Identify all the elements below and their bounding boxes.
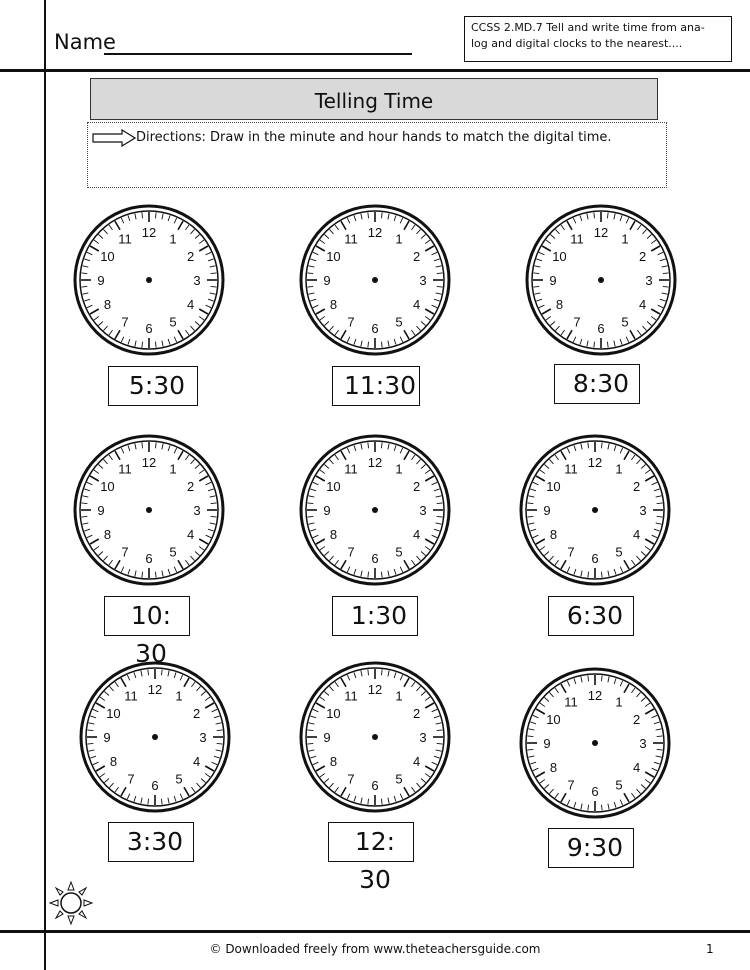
minute-tick	[588, 442, 589, 448]
clock-face[interactable]	[298, 433, 452, 587]
clock-face[interactable]	[298, 660, 452, 814]
clock-numeral: 5	[615, 544, 623, 560]
clock-numeral: 8	[329, 754, 338, 769]
minute-tick	[657, 503, 663, 504]
minute-tick	[307, 273, 313, 274]
clock-numeral: 4	[186, 297, 195, 312]
clock-numeral: 1	[621, 231, 629, 247]
clock-numeral: 9	[549, 273, 557, 288]
clock-face[interactable]	[72, 203, 226, 357]
minute-tick	[588, 805, 589, 811]
clock-numeral: 7	[121, 314, 129, 330]
standard-line-1: CCSS 2.MD.7 Tell and write time from ana-	[471, 21, 705, 34]
minute-tick	[601, 442, 602, 448]
clock-numeral: 8	[103, 527, 112, 542]
clock-numeral: 12	[367, 225, 383, 240]
clock-numeral: 7	[121, 544, 129, 560]
minute-tick	[607, 342, 608, 348]
minute-tick	[657, 516, 663, 517]
clock-numeral: 2	[632, 479, 641, 494]
clock-numeral: 10	[100, 479, 115, 494]
minute-tick	[307, 503, 313, 504]
clock-numeral: 11	[344, 231, 358, 247]
digital-time-box: 10: 30	[104, 596, 190, 636]
clock-numeral: 9	[323, 273, 331, 288]
minute-tick	[148, 799, 149, 805]
clock-numeral: 3	[199, 730, 207, 745]
digital-time-box: 12: 30	[328, 822, 414, 862]
clock-numeral: 1	[395, 688, 403, 704]
minute-tick	[381, 342, 382, 348]
digital-time-box: 1:30	[332, 596, 418, 636]
clock-numeral: 2	[412, 249, 421, 264]
center-dot	[598, 277, 604, 283]
clock-face[interactable]	[518, 666, 672, 820]
minute-tick	[594, 342, 595, 348]
clock-numeral: 12	[141, 455, 157, 470]
name-label: Name	[54, 30, 116, 54]
minute-tick	[155, 442, 156, 448]
clock-numeral: 1	[615, 461, 623, 477]
minute-tick	[217, 730, 223, 731]
clock-numeral: 10	[326, 479, 341, 494]
clock-numeral: 7	[567, 544, 575, 560]
clock-numeral: 1	[395, 231, 403, 247]
clock-numeral: 8	[109, 754, 118, 769]
clock-numeral: 2	[186, 479, 195, 494]
minute-tick	[437, 286, 443, 287]
clock-face[interactable]	[78, 660, 232, 814]
clock-numeral: 4	[638, 297, 647, 312]
clock-numeral: 11	[570, 231, 584, 247]
clock-numeral: 6	[151, 778, 159, 793]
arrow-icon	[92, 129, 136, 147]
clock-numeral: 2	[186, 249, 195, 264]
clock-numeral: 3	[193, 273, 201, 288]
clock-numeral: 11	[564, 694, 578, 710]
minute-tick	[437, 503, 443, 504]
clock-numeral: 7	[347, 544, 355, 560]
clock-numeral: 2	[412, 706, 421, 721]
minute-tick	[381, 669, 382, 675]
minute-tick	[657, 749, 663, 750]
minute-tick	[307, 730, 313, 731]
minute-tick	[368, 572, 369, 578]
minute-tick	[381, 572, 382, 578]
standard-box	[464, 16, 732, 62]
clock-numeral: 12	[367, 455, 383, 470]
minute-tick	[211, 516, 217, 517]
minute-tick	[601, 675, 602, 681]
minute-tick	[533, 273, 539, 274]
clock-numeral: 2	[192, 706, 201, 721]
minute-tick	[211, 503, 217, 504]
minute-tick	[527, 516, 533, 517]
clock-numeral: 11	[564, 461, 578, 477]
center-dot	[592, 740, 598, 746]
minute-tick	[161, 799, 162, 805]
page-number: 1	[706, 942, 714, 956]
clock-face[interactable]	[524, 203, 678, 357]
clock-numeral: 6	[591, 784, 599, 799]
clock-numeral: 3	[193, 503, 201, 518]
minute-tick	[81, 286, 87, 287]
clock-numeral: 8	[103, 297, 112, 312]
clock-numeral: 10	[100, 249, 115, 264]
clock-numeral: 3	[639, 503, 647, 518]
center-dot	[152, 734, 158, 740]
clock-numeral: 5	[395, 544, 403, 560]
clock-numeral: 11	[124, 688, 138, 704]
clock-numeral: 4	[412, 527, 421, 542]
clock-face[interactable]	[518, 433, 672, 587]
minute-tick	[663, 286, 669, 287]
minute-tick	[527, 736, 533, 737]
clock-numeral: 1	[395, 461, 403, 477]
minute-tick	[368, 212, 369, 218]
clock-numeral: 2	[632, 712, 641, 727]
clock-numeral: 12	[587, 688, 603, 703]
clock-numeral: 11	[344, 688, 358, 704]
minute-tick	[533, 286, 539, 287]
clock-numeral: 8	[329, 297, 338, 312]
clock-numeral: 3	[639, 736, 647, 751]
clock-numeral: 8	[549, 760, 558, 775]
clock-numeral: 6	[371, 321, 379, 336]
clock-numeral: 8	[329, 527, 338, 542]
clock-numeral: 9	[543, 503, 551, 518]
center-dot	[146, 507, 152, 513]
clock-numeral: 1	[615, 694, 623, 710]
center-dot	[372, 277, 378, 283]
clock-numeral: 6	[371, 551, 379, 566]
clock-numeral: 4	[186, 527, 195, 542]
clock-numeral: 4	[412, 297, 421, 312]
minute-tick	[211, 273, 217, 274]
minute-tick	[307, 286, 313, 287]
clock-numeral: 6	[597, 321, 605, 336]
clock-numeral: 11	[344, 461, 358, 477]
minute-tick	[527, 749, 533, 750]
minute-tick	[368, 799, 369, 805]
digital-time-box: 11:30	[332, 366, 420, 406]
digital-time-box: 8:30	[554, 364, 640, 404]
clock-numeral: 1	[169, 461, 177, 477]
clock-numeral: 1	[175, 688, 183, 704]
clock-numeral: 2	[412, 479, 421, 494]
minute-tick	[81, 273, 87, 274]
clock-numeral: 4	[632, 760, 641, 775]
minute-tick	[368, 669, 369, 675]
clock-numeral: 3	[645, 273, 653, 288]
minute-tick	[81, 503, 87, 504]
minute-tick	[155, 572, 156, 578]
minute-tick	[211, 286, 217, 287]
clock-numeral: 4	[412, 754, 421, 769]
minute-tick	[155, 212, 156, 218]
clock-numeral: 5	[621, 314, 629, 330]
margin-line	[44, 0, 46, 970]
clock-numeral: 12	[593, 225, 609, 240]
directions-box	[87, 122, 667, 188]
minute-tick	[601, 805, 602, 811]
sun-icon	[48, 880, 94, 926]
clock-numeral: 9	[323, 730, 331, 745]
minute-tick	[307, 743, 313, 744]
minute-tick	[87, 743, 93, 744]
center-dot	[146, 277, 152, 283]
minute-tick	[527, 503, 533, 504]
clock-numeral: 12	[147, 682, 163, 697]
digital-time-box: 9:30	[548, 828, 634, 868]
standard-line-2: log and digital clocks to the nearest....	[471, 37, 683, 50]
directions-text: Directions: Draw in the minute and hour hands to match the digital time.	[136, 130, 612, 145]
clock-numeral: 3	[419, 503, 427, 518]
clock-face[interactable]	[298, 203, 452, 357]
clock-numeral: 12	[141, 225, 157, 240]
minute-tick	[607, 212, 608, 218]
minute-tick	[663, 273, 669, 274]
clock-numeral: 4	[192, 754, 201, 769]
clock-numeral: 10	[326, 706, 341, 721]
center-dot	[372, 734, 378, 740]
clock-numeral: 11	[118, 461, 132, 477]
clock-numeral: 9	[323, 503, 331, 518]
minute-tick	[381, 212, 382, 218]
digital-time-box: 6:30	[548, 596, 634, 636]
minute-tick	[142, 212, 143, 218]
clock-numeral: 5	[169, 314, 177, 330]
minute-tick	[588, 572, 589, 578]
clock-numeral: 9	[97, 273, 105, 288]
minute-tick	[437, 743, 443, 744]
clock-numeral: 3	[419, 730, 427, 745]
clock-numeral: 5	[395, 771, 403, 787]
clock-numeral: 10	[546, 479, 561, 494]
clock-numeral: 6	[591, 551, 599, 566]
clock-numeral: 5	[395, 314, 403, 330]
clock-numeral: 12	[367, 682, 383, 697]
digital-time-box: 5:30	[108, 366, 198, 406]
name-blank-line	[104, 53, 412, 55]
minute-tick	[307, 516, 313, 517]
clock-numeral: 10	[106, 706, 121, 721]
clock-numeral: 5	[169, 544, 177, 560]
clock-numeral: 7	[567, 777, 575, 793]
clock-numeral: 10	[546, 712, 561, 727]
minute-tick	[155, 342, 156, 348]
minute-tick	[368, 342, 369, 348]
clock-numeral: 10	[552, 249, 567, 264]
clock-numeral: 5	[175, 771, 183, 787]
minute-tick	[588, 675, 589, 681]
minute-tick	[142, 442, 143, 448]
minute-tick	[381, 442, 382, 448]
clock-numeral: 7	[573, 314, 581, 330]
footer-divider	[0, 930, 750, 933]
minute-tick	[217, 743, 223, 744]
clock-numeral: 4	[632, 527, 641, 542]
clock-numeral: 6	[145, 551, 153, 566]
page-title: Telling Time	[90, 78, 658, 120]
clock-numeral: 6	[371, 778, 379, 793]
minute-tick	[142, 342, 143, 348]
clock-numeral: 10	[326, 249, 341, 264]
clock-numeral: 3	[419, 273, 427, 288]
minute-tick	[437, 273, 443, 274]
minute-tick	[437, 730, 443, 731]
center-dot	[372, 507, 378, 513]
clock-numeral: 9	[97, 503, 105, 518]
clock-face[interactable]	[72, 433, 226, 587]
minute-tick	[142, 572, 143, 578]
clock-numeral: 8	[555, 297, 564, 312]
clock-numeral: 8	[549, 527, 558, 542]
clock-numeral: 7	[347, 314, 355, 330]
minute-tick	[601, 572, 602, 578]
minute-tick	[657, 736, 663, 737]
minute-tick	[437, 516, 443, 517]
center-dot	[592, 507, 598, 513]
minute-tick	[594, 212, 595, 218]
clock-numeral: 6	[145, 321, 153, 336]
minute-tick	[368, 442, 369, 448]
header-divider	[0, 69, 750, 72]
clock-numeral: 9	[103, 730, 111, 745]
clock-numeral: 12	[587, 455, 603, 470]
clock-numeral: 1	[169, 231, 177, 247]
clock-numeral: 7	[127, 771, 135, 787]
footer-credit: © Downloaded freely from www.theteachersguide.com	[209, 942, 541, 956]
minute-tick	[87, 730, 93, 731]
clock-numeral: 11	[118, 231, 132, 247]
clock-numeral: 7	[347, 771, 355, 787]
digital-time-box: 3:30	[108, 822, 194, 862]
minute-tick	[81, 516, 87, 517]
clock-numeral: 9	[543, 736, 551, 751]
minute-tick	[381, 799, 382, 805]
clock-numeral: 5	[615, 777, 623, 793]
clock-numeral: 2	[638, 249, 647, 264]
